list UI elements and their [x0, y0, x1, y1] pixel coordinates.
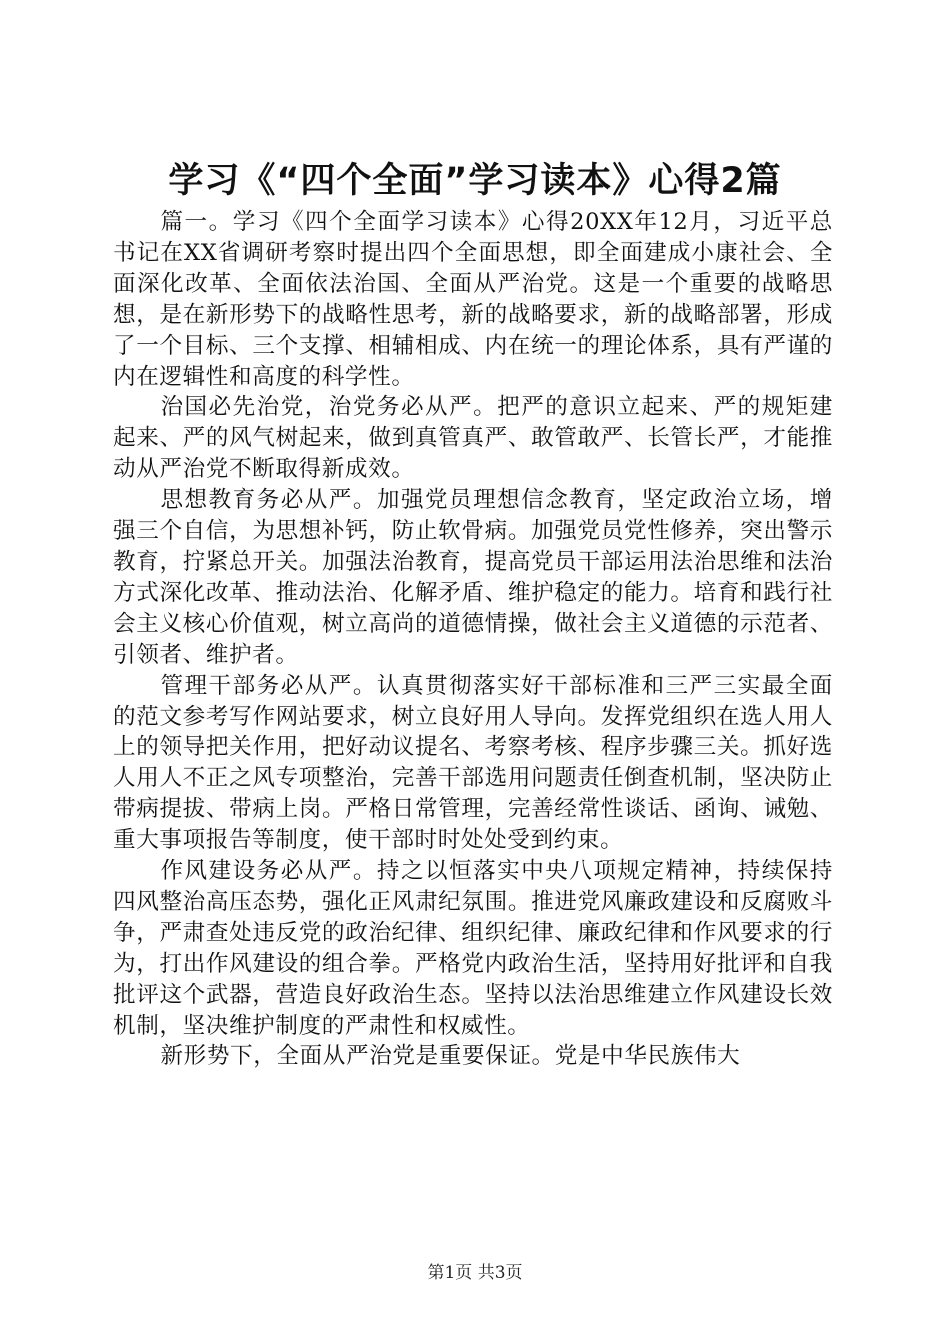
- paragraph-5: 作风建设务必从严。持之以恒落实中央八项规定精神，持续保持四风整治高压态势，强化正风肃纪氛围。推进党风廉政建设和反腐败斗争，严肃查处违反党的政治纪律、组织纪律、廉政纪律和作风要求的行为，打出作风建设的组合拳。严格党内政治生活，坚持用好批评和自我批评这个武器，营造良好政治生态。坚持以法治思维建立作风建设长效机制，坚决维护制度的严肃性和权威性。: [113, 858, 833, 1039]
- document-body: [113, 207, 833, 1072]
- paragraph-3: 思想教育务必从严。加强党员理想信念教育，坚定政治立场，增强三个自信，为思想补钙，防止软骨病。加强党员党性修养，突出警示教育，拧紧总开关。加强法治教育，提高党员干部运用法治思维和法治方式深化改革、推动法治、化解矛盾、维护稳定的能力。培育和践行社会主义核心价值观，树立高尚的道德情操，做社会主义道德的示范者、引领者、维护者。: [113, 487, 833, 668]
- paragraph-1: 篇一。学习《四个全面学习读本》心得20XX年12月，习近平总书记在XX省调研考察时提出四个全面思想，即全面建成小康社会、全面深化改革、全面依法治国、全面从严治党。这是一个重要的战略思想，是在新形势下的战略性思考，新的战略要求，新的战略部署，形成了一个目标、三个支撑、相辅相成、内在统一的理论体系，具有严谨的内在逻辑性和高度的科学性。: [113, 209, 833, 390]
- page-footer: 第1页 共3页: [427, 1263, 523, 1283]
- paragraph-2: 治国必先治党，治党务必从严。把严的意识立起来、严的规矩建起来、严的风气树起来，做到真管真严、敢管敢严、长管长严，才能推动从严治党不断取得新成效。: [113, 394, 833, 483]
- paragraph-6: 新形势下，全面从严治党是重要保证。党是中华民族伟大: [160, 1043, 741, 1070]
- paragraph-4: 管理干部务必从严。认真贯彻落实好干部标准和三严三实最全面的范文参考写作网站要求，树立良好用人导向。发挥党组织在选人用人上的领导把关作用，把好动议提名、考察考核、程序步骤三关。抓好选人用人不正之风专项整治，完善干部选用问题责任倒查机制，坚决防止带病提拔、带病上岗。严格日常管理，完善经常性谈话、函询、诫勉、重大事项报告等制度，使干部时时处处受到约束。: [113, 672, 833, 854]
- document-title: 学习《“四个全面”学习读本》心得2篇: [168, 161, 782, 201]
